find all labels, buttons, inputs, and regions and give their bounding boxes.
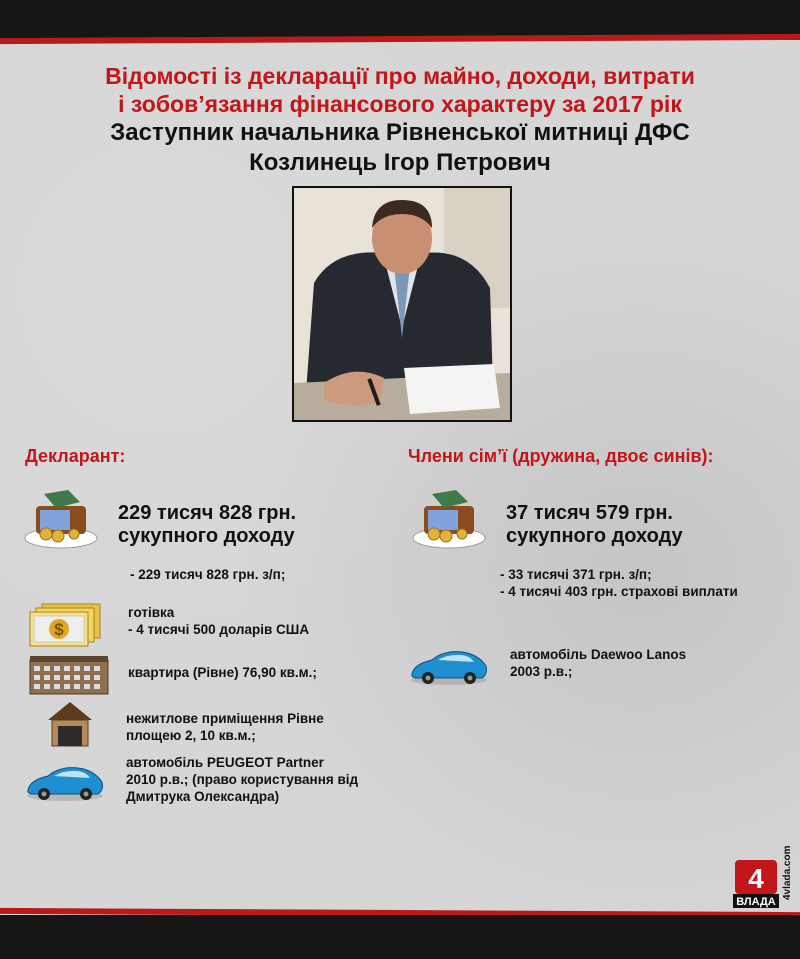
official-photo — [292, 186, 512, 422]
official-position — [20, 118, 780, 178]
family-car — [510, 646, 686, 680]
declarant-car-line-1: автомобіль PEUGEOT Partner — [126, 755, 324, 770]
family-car-line-2: 2003 р.в.; — [510, 664, 573, 679]
bottom-dark-band — [0, 915, 800, 959]
position-line: Заступник начальника Рівненської митниці ДФС — [110, 119, 690, 146]
garage-icon — [46, 700, 94, 753]
family-income-caption: сукупного доходу — [506, 525, 683, 547]
title — [20, 62, 780, 118]
money-pile-icon — [410, 488, 488, 555]
declarant-apartment: квартира (Рівне) 76,90 кв.м.; — [128, 665, 317, 680]
declarant-income-caption: сукупного доходу — [118, 525, 295, 547]
family-salary: - 33 тисячі 371 грн. з/п; — [500, 567, 652, 582]
dollar-banknotes-icon — [28, 602, 104, 653]
family-heading: Члени сім’ї (дружина, двоє синів): — [408, 446, 714, 466]
declarant-cash — [128, 604, 309, 638]
title-line-1: Відомості із декларації про майно, доходи, витрати — [105, 63, 695, 89]
svg-text:$: $ — [54, 620, 64, 639]
family-income-details — [500, 566, 738, 600]
declarant-income — [118, 502, 296, 548]
portrait-image — [294, 188, 510, 420]
cash-value: - 4 тисячі 500 доларів США — [128, 622, 310, 637]
cash-label: готівка — [128, 605, 175, 620]
car-icon — [24, 762, 106, 809]
logo-word: ВЛАДА — [736, 896, 776, 908]
declarant-heading: Декларант: — [25, 446, 126, 466]
official-name: Козлинець Ігор Петрович — [249, 149, 551, 176]
family-car-line-1: автомобіль Daewoo Lanos — [510, 647, 687, 662]
family-income — [506, 502, 683, 548]
car-icon — [408, 646, 490, 693]
logo-number: 4 — [748, 863, 764, 894]
site-logo — [733, 858, 779, 915]
nonresidential-line-1: нежитлове приміщення Рівне — [126, 711, 324, 726]
declarant-car-line-2: 2010 р.в.; (право користування від — [126, 772, 359, 787]
apartment-building-icon — [28, 652, 110, 701]
family-insurance: - 4 тисячі 403 грн. страхові виплати — [500, 584, 738, 599]
declarant-salary: - 229 тисяч 828 грн. з/п; — [130, 567, 286, 582]
money-pile-icon — [22, 488, 100, 555]
declarant-income-amount: 229 тисяч 828 грн. — [118, 502, 297, 524]
family-income-amount: 37 тисяч 579 грн. — [506, 502, 673, 524]
site-url: 4vlada.com — [782, 845, 793, 900]
declarant-car-line-3: Дмитрука Олександра) — [126, 789, 280, 804]
nonresidential-line-2: площею 2, 10 кв.м.; — [126, 728, 256, 743]
declarant-car — [126, 754, 358, 805]
title-line-2: і зобов’язання фінансового характеру за 2017 рік — [118, 91, 682, 117]
declarant-nonresidential — [126, 710, 324, 744]
